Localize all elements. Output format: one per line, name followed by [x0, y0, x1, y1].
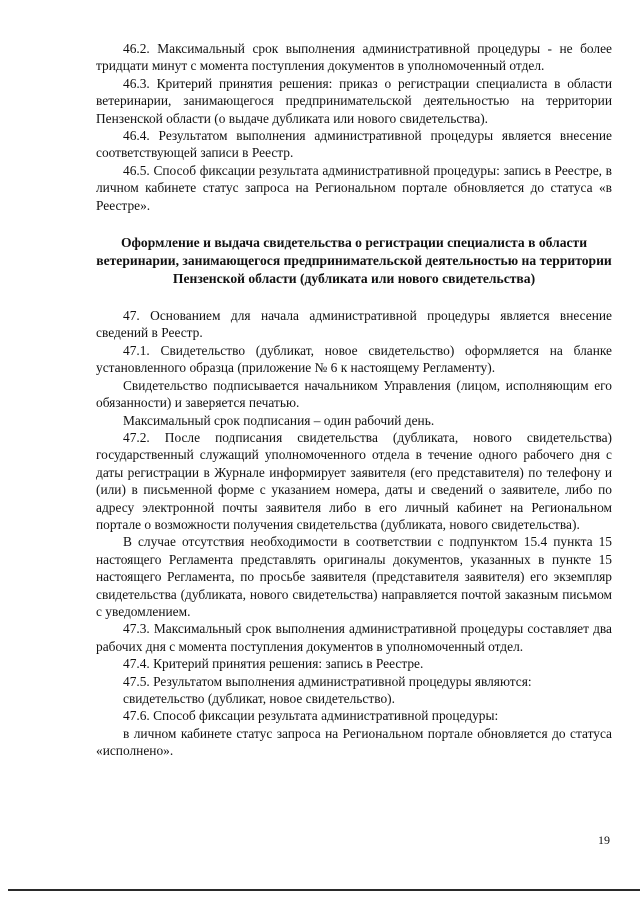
- paragraph-47-2: 47.2. После подписания свидетельства (дубликата, нового свидетельства) государственный служащий уполномоченного отдела в течение одного рабочего дня с даты регистрации в Журнале информирует заявителя (его представителя) по телефону и (или) в письменной форме с указанием номера, даты и сведений о заявителе, либо по адресу электронной почты заявителя либо в его личный кабинет на Региональном портале о возможности получения свидетельства (дубликата, нового свидетельства).: [96, 429, 612, 532]
- paragraph-47: 47. Основанием для начала административной процедуры является внесение сведений в Реестр.: [96, 308, 612, 341]
- paragraph-46-4: 46.4. Результатом выполнения административной процедуры является внесение соответствующей записи в Реестр.: [96, 128, 612, 161]
- section-heading: Оформление и выдача свидетельства о регистрации специалиста в области ветеринарии, занимающегося предпринимательской деятельностью на территории Пензенской области (дубликата или нового свидетельства): [96, 235, 612, 287]
- paragraph-47-6-status: в личном кабинете статус запроса на Региональном портале обновляется до статуса «исполнено».: [96, 725, 612, 759]
- paragraph-47-1: 47.1. Свидетельство (дубликат, новое свидетельство) оформляется на бланке установленного образца (приложение № 6 к настоящему Регламенту).: [96, 342, 612, 376]
- paragraph-47-6: 47.6. Способ фиксации результата административной процедуры:: [123, 708, 499, 724]
- paragraph-47-5-result: свидетельство (дубликат, новое свидетельство).: [123, 691, 395, 706]
- document-page: [96, 40, 612, 760]
- page-number: 19: [598, 833, 610, 847]
- paragraph-signing: Свидетельство подписывается начальником Управления (лицом, исполняющим его обязанности) и заверяется печатью.: [96, 377, 612, 411]
- paragraph-46-2: 46.2. Максимальный срок выполнения административной процедуры - не более тридцати минут с момента поступления документов в уполномоченный отдел.: [96, 41, 612, 74]
- paragraph-47-4: 47.4. Критерий принятия решения: запись в Реестре.: [123, 656, 424, 672]
- page-bottom-rule: [8, 889, 640, 891]
- paragraph-46-3: 46.3. Критерий принятия решения: приказ о регистрации специалиста в области ветеринарии, занимающегося предпринимательской деятельностью на территории Пензенской области (о выдаче дубликата или нового свидетельства).: [96, 75, 612, 126]
- paragraph-no-originals: В случае отсутствия необходимости в соответствии с подпунктом 15.4 пункта 15 настоящего Регламента представлять оригиналы документов, указанных в пункте 15 настоящего Регламента, по просьбе заявителя (представителя заявителя) его экземпляр свидетельства (дубликата, нового свидетельства) направляется почтой заказным письмом с уведомлением.: [96, 534, 612, 619]
- paragraph-signing-deadline: Максимальный срок подписания – один рабочий день.: [123, 412, 435, 428]
- paragraph-46-5: 46.5. Способ фиксации результата административной процедуры: запись в Реестре, в личном кабинете статус запроса на Региональном портале обновляется до статуса «в Реестре».: [96, 162, 612, 213]
- paragraph-47-5: 47.5. Результатом выполнения административной процедуры являются:: [123, 673, 532, 689]
- paragraph-47-3: 47.3. Максимальный срок выполнения административной процедуры составляет два рабочих дня с момента поступления документов в уполномоченный отдел.: [96, 621, 612, 654]
